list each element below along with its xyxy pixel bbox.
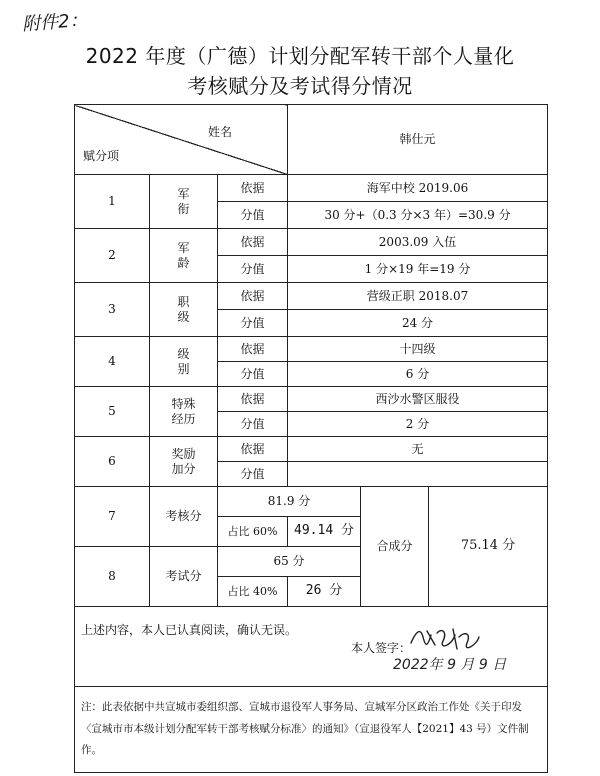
basis-label: 依据: [218, 437, 288, 462]
basis-label: 依据: [218, 229, 288, 256]
footnote-text: 注：此表依据中共宣城市委组织部、宣城市退役军人事务局、宣城军分区政治工作处《关于印发〈宣城市市本级计划分配军转干部考核赋分标准〉的通知》（宣退役军人【2021】43 号）文件制作。: [81, 701, 529, 757]
row-item-line2: 经历: [171, 411, 196, 426]
item-row-label: 赋分项: [83, 149, 120, 163]
row-item: [150, 437, 218, 487]
table-row: [75, 229, 548, 256]
confirmation-text: 上述内容，本人已认真阅读，确认无误。: [81, 623, 298, 637]
basis-value: 西沙水警区服役: [288, 387, 548, 412]
basis-label: 依据: [218, 337, 288, 362]
row-item: [150, 175, 218, 229]
row-item-line1: 职: [177, 294, 190, 309]
row-item-line1: 军: [177, 240, 190, 255]
total-value: 75.14 分: [429, 487, 548, 607]
basis-value: 海军中校 2019.06: [288, 175, 548, 202]
row-item: [150, 283, 218, 337]
exam-label: 考试分: [150, 547, 218, 607]
row-number: 3: [75, 283, 150, 337]
row-number: 6: [75, 437, 150, 487]
signature-label: 本人签字：: [351, 641, 412, 655]
exam-score: 65 分: [218, 547, 361, 577]
score-label: 分值: [218, 202, 288, 229]
row-number: 4: [75, 337, 150, 387]
score-label: 分值: [218, 462, 288, 487]
confirmation-cell: [75, 607, 548, 687]
table-row: [75, 437, 548, 462]
row-item: [150, 337, 218, 387]
note-row: [75, 687, 548, 773]
score-label: 分值: [218, 310, 288, 337]
table-row: [75, 387, 548, 412]
basis-label: 依据: [218, 175, 288, 202]
person-name: 韩仕元: [288, 105, 548, 175]
row-item-line2: 别: [177, 361, 190, 376]
total-label: 合成分: [361, 487, 429, 607]
row-item-line1: 级: [177, 346, 190, 361]
attachment-label: 附件2：: [21, 9, 89, 36]
score-label: 分值: [218, 256, 288, 283]
row-item-line2: 衔: [177, 201, 190, 216]
row-number: 5: [75, 387, 150, 437]
header-diagonal-cell: [75, 105, 288, 175]
exam-weighted: 26 分: [288, 577, 361, 607]
score-value: 30 分+（0.3 分×3 年）=30.9 分: [288, 202, 548, 229]
table-row: [75, 487, 548, 517]
row-item-line1: 奖励: [171, 446, 196, 461]
score-value: 1 分×19 年=19 分: [288, 256, 548, 283]
handwritten-signature: [407, 623, 481, 653]
table-row: [75, 175, 548, 202]
basis-label: 依据: [218, 387, 288, 412]
basis-value: 十四级: [288, 337, 548, 362]
confirmation-row: [75, 607, 548, 687]
header-row: [75, 105, 548, 175]
assessment-weighted: 49.14 分: [288, 517, 361, 547]
row-item: [150, 387, 218, 437]
exam-ratio: 占比 40%: [218, 577, 288, 607]
document-title: 2022 年度（广德）计划分配军转干部个人量化: [85, 44, 515, 68]
row-number: 2: [75, 229, 150, 283]
name-column-label: 姓名: [208, 125, 233, 139]
score-value: [288, 462, 548, 487]
assessment-ratio: 占比 60%: [218, 517, 288, 547]
row-item-line2: 级: [177, 309, 190, 324]
table-row: [75, 337, 548, 362]
row-item-line2: 龄: [177, 255, 190, 270]
row-item-line1: 军: [177, 186, 190, 201]
row-number: 7: [75, 487, 150, 547]
score-value: 24 分: [288, 310, 548, 337]
row-item-line2: 加分: [171, 461, 196, 476]
score-value: 2 分: [288, 412, 548, 437]
signature-date: 2022年 9 月 9 日: [393, 657, 507, 673]
document-subtitle: 考核赋分及考试得分情况: [187, 74, 413, 98]
assessment-label: 考核分: [150, 487, 218, 547]
scoring-table: [74, 104, 548, 773]
basis-value: 无: [288, 437, 548, 462]
row-item: [150, 229, 218, 283]
table-row: [75, 283, 548, 310]
note-cell: [75, 687, 548, 773]
score-label: 分值: [218, 362, 288, 387]
row-number: 1: [75, 175, 150, 229]
row-number: 8: [75, 547, 150, 607]
basis-label: 依据: [218, 283, 288, 310]
basis-value: 2003.09 入伍: [288, 229, 548, 256]
score-label: 分值: [218, 412, 288, 437]
row-item-line1: 特殊: [171, 396, 196, 411]
basis-value: 营级正职 2018.07: [288, 283, 548, 310]
assessment-score: 81.9 分: [218, 487, 361, 517]
score-value: 6 分: [288, 362, 548, 387]
